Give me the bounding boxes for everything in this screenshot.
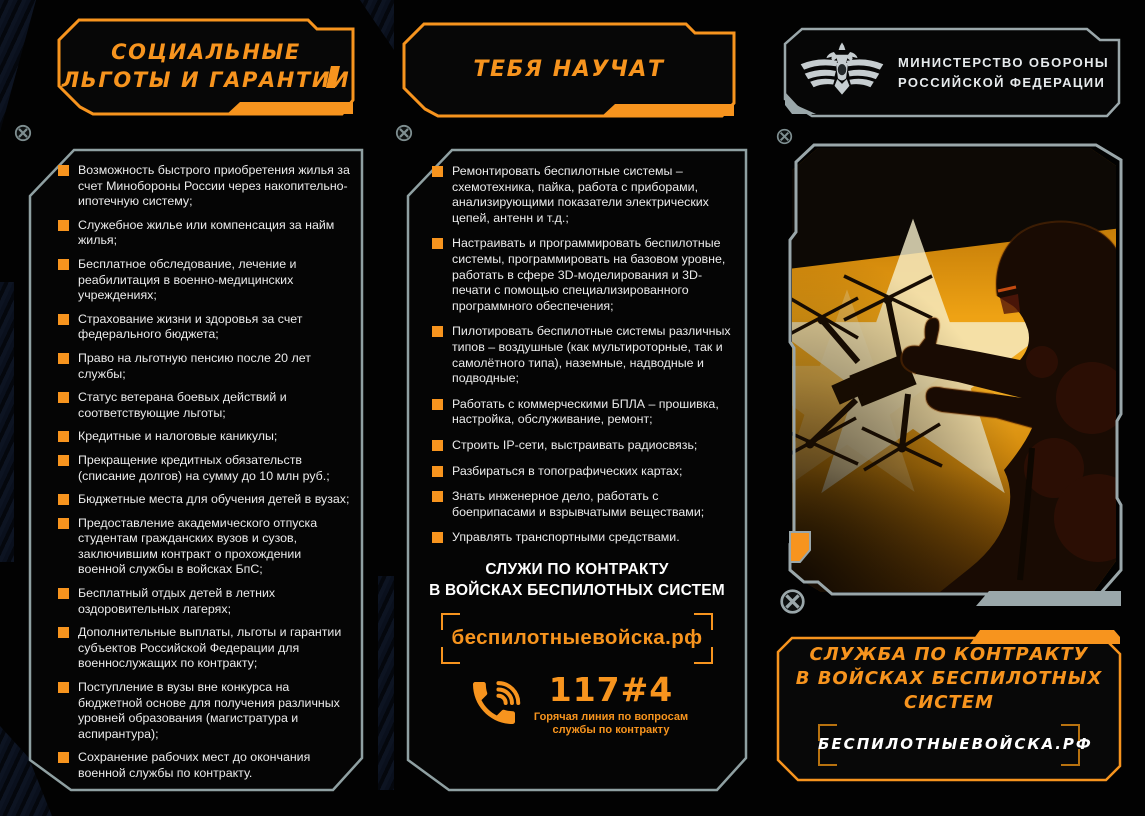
benefit-item [58,390,351,421]
list-item-text: Право на льготную пенсию после 20 лет службы; [78,350,311,381]
list-item-text: Бесплатный отдых детей в летних оздоровительных лагерях; [78,586,276,616]
hotline-caption: Горячая линия по вопросам службы по контракту [533,710,689,737]
bullet-square-icon [432,166,443,177]
list-item-text: Строить IP-сети, выстраивать радиосвязь; [452,437,698,452]
training-item [432,397,733,428]
list-item-text: Управлять транспортными средствами. [452,530,680,545]
corner-bracket [694,613,713,630]
corner-bracket [694,647,713,664]
benefit-item [58,429,351,445]
middle-header-frame [400,20,738,120]
screw-icon [395,124,413,142]
middle-panel-title: ТЕБЯ НАУЧАТ [473,57,665,83]
list-item-text: Служебное жилье или компенсация за найм жилья; [78,217,335,248]
benefit-item [58,586,351,617]
banner-title: СЛУЖБА ПО КОНТРАКТУ В ВОЙСКАХ БЕСПИЛОТНЫХ СИСТЕМ [795,644,1103,713]
bullet-square-icon [58,455,69,466]
carbon-texture-top-gutter [360,0,394,50]
list-item-text: Знать инженерное дело, работать с боеприпасами и взрывчатыми веществами; [452,489,705,519]
benefit-item [58,453,351,484]
benefit-item [58,351,351,382]
left-panel-title: СОЦИАЛЬНЫЕ ЛЬГОТЫ И ГАРАНТИИ [61,40,351,92]
middle-content-frame [406,148,748,792]
carbon-texture-left-edge [0,282,14,562]
training-item [432,236,733,314]
corner-bracket [1061,724,1080,741]
bullet-square-icon [58,752,69,763]
benefit-item [58,312,351,343]
training-item [432,164,733,226]
corner-bracket [441,647,460,664]
list-item-text: Статус ветерана боевых действий и соответствующие льготы; [78,390,287,420]
bullet-square-icon [58,518,69,529]
ministry-block [782,26,1122,120]
corner-bracket [1061,749,1080,766]
benefit-item [58,492,351,508]
website-box [441,613,713,664]
list-item-text: Настраивать и программировать беспилотные системы, программировать на базовом уровне, работать в сфере 3D-моделирования и 3D-печати с помощью специализированного программного обеспечения; [452,236,726,313]
benefit-item [58,750,351,781]
mod-eagle-icon [798,38,886,108]
hotline-number: 117#4 [548,669,674,709]
benefit-item [58,163,351,210]
bullet-square-icon [58,431,69,442]
training-item [432,489,733,520]
training-item [432,438,733,454]
list-item-text: Предоставление академического отпуска студентам гражданских вузов и сузов, заключившим контракт о прохождении военной службы в войсках БпС; [78,515,318,577]
bullet-square-icon [58,588,69,599]
list-item-text: Дополнительные выплаты, льготы и гарантии субъектов Российской Федерации для военнослужащих по контракту; [78,625,342,671]
bullet-square-icon [432,238,443,249]
list-item-text: Возможность быстрого приобретения жилья за счет Минобороны России через накопительно-ипотечную систему; [78,163,350,209]
banner-website-url: БЕСПИЛОТНЫЕВОЙСКА.РФ [818,735,1093,753]
list-item-text: Бесплатное обследование, лечение и реабилитация в военно-медицинских учреждениях; [78,256,297,303]
training-item [432,324,733,386]
cta-text: СЛУЖИ ПО КОНТРАКТУ В ВОЙСКАХ БЕСПИЛОТНЫХ СИСТЕМ [429,560,725,599]
list-item-text: Прекращение кредитных обязательств (списание долгов) на сумму до 10 млн руб.; [78,452,330,483]
bullet-square-icon [58,682,69,693]
bullet-square-icon [432,326,443,337]
list-item-text: Сохранение рабочих мест до окончания военной службы по контракту. [78,750,311,780]
benefit-item [58,257,351,304]
photo-frame [784,142,1124,608]
frame-accent-bar [976,591,1121,606]
ministry-title: МИНИСТЕРСТВО ОБОРОНЫ РОССИЙСКОЙ ФЕДЕРАЦИИ [898,55,1110,90]
screw-icon [14,124,32,142]
list-item-text: Кредитные и налоговые каникулы; [78,429,278,444]
training-item [432,464,733,480]
bullet-square-icon [432,440,443,451]
benefit-item [58,516,351,578]
list-item-text: Бюджетные места для обучения детей в вузах; [78,492,350,507]
corner-bracket [818,724,837,741]
corner-bracket [818,749,837,766]
phone-icon [466,675,522,731]
carbon-texture-mid-gutter [378,576,394,790]
bullet-square-icon [432,399,443,410]
training-item [432,530,733,546]
list-item-text: Поступление в вузы вне конкурса на бюджетной основе для получения различных уровней образования (магистратура и аспирантура); [78,680,340,741]
hotline-block [406,669,748,738]
bullet-square-icon [58,165,69,176]
list-item-text: Работать с коммерческими БПЛА – прошивка, настройка, обслуживание, ремонт; [452,396,719,427]
bullet-square-icon [432,532,443,543]
benefit-item [58,680,351,742]
bullet-square-icon [58,353,69,364]
ministry-header-frame [782,26,1122,120]
carbon-texture-top-left [0,0,36,132]
banner-frame [774,628,1124,788]
website-url: беспилотныевойска.рф [451,625,703,649]
banner-content [774,628,1124,788]
benefits-list [28,148,364,792]
bullet-square-icon [432,491,443,502]
list-item-text: Страхование жизни и здоровья за счет федерального бюджета; [78,311,303,342]
bullet-square-icon [58,220,69,231]
training-list [406,148,748,546]
bullet-square-icon [58,259,69,270]
corner-bracket [441,613,460,630]
frame-orange-notch [790,532,810,562]
left-header-frame [55,16,357,118]
benefit-item [58,625,351,672]
bullet-square-icon [432,466,443,477]
benefit-item [58,218,351,249]
bullet-square-icon [58,314,69,325]
bullet-square-icon [58,494,69,505]
list-item-text: Разбираться в топографических картах; [452,463,683,478]
banner-website-box [818,724,1093,766]
list-item-text: Пилотировать беспилотные системы различных типов – воздушные (как мультироторные, так и самолётного типа), наземные, надводные и подводные; [452,324,731,386]
list-item-text: Ремонтировать беспилотные системы – схемотехника, пайка, работа с приборами, анализирующими показатели электрических цепей, антенн и т.д.; [452,164,709,225]
left-content-frame [28,148,364,792]
bullet-square-icon [58,627,69,638]
bullet-square-icon [58,392,69,403]
